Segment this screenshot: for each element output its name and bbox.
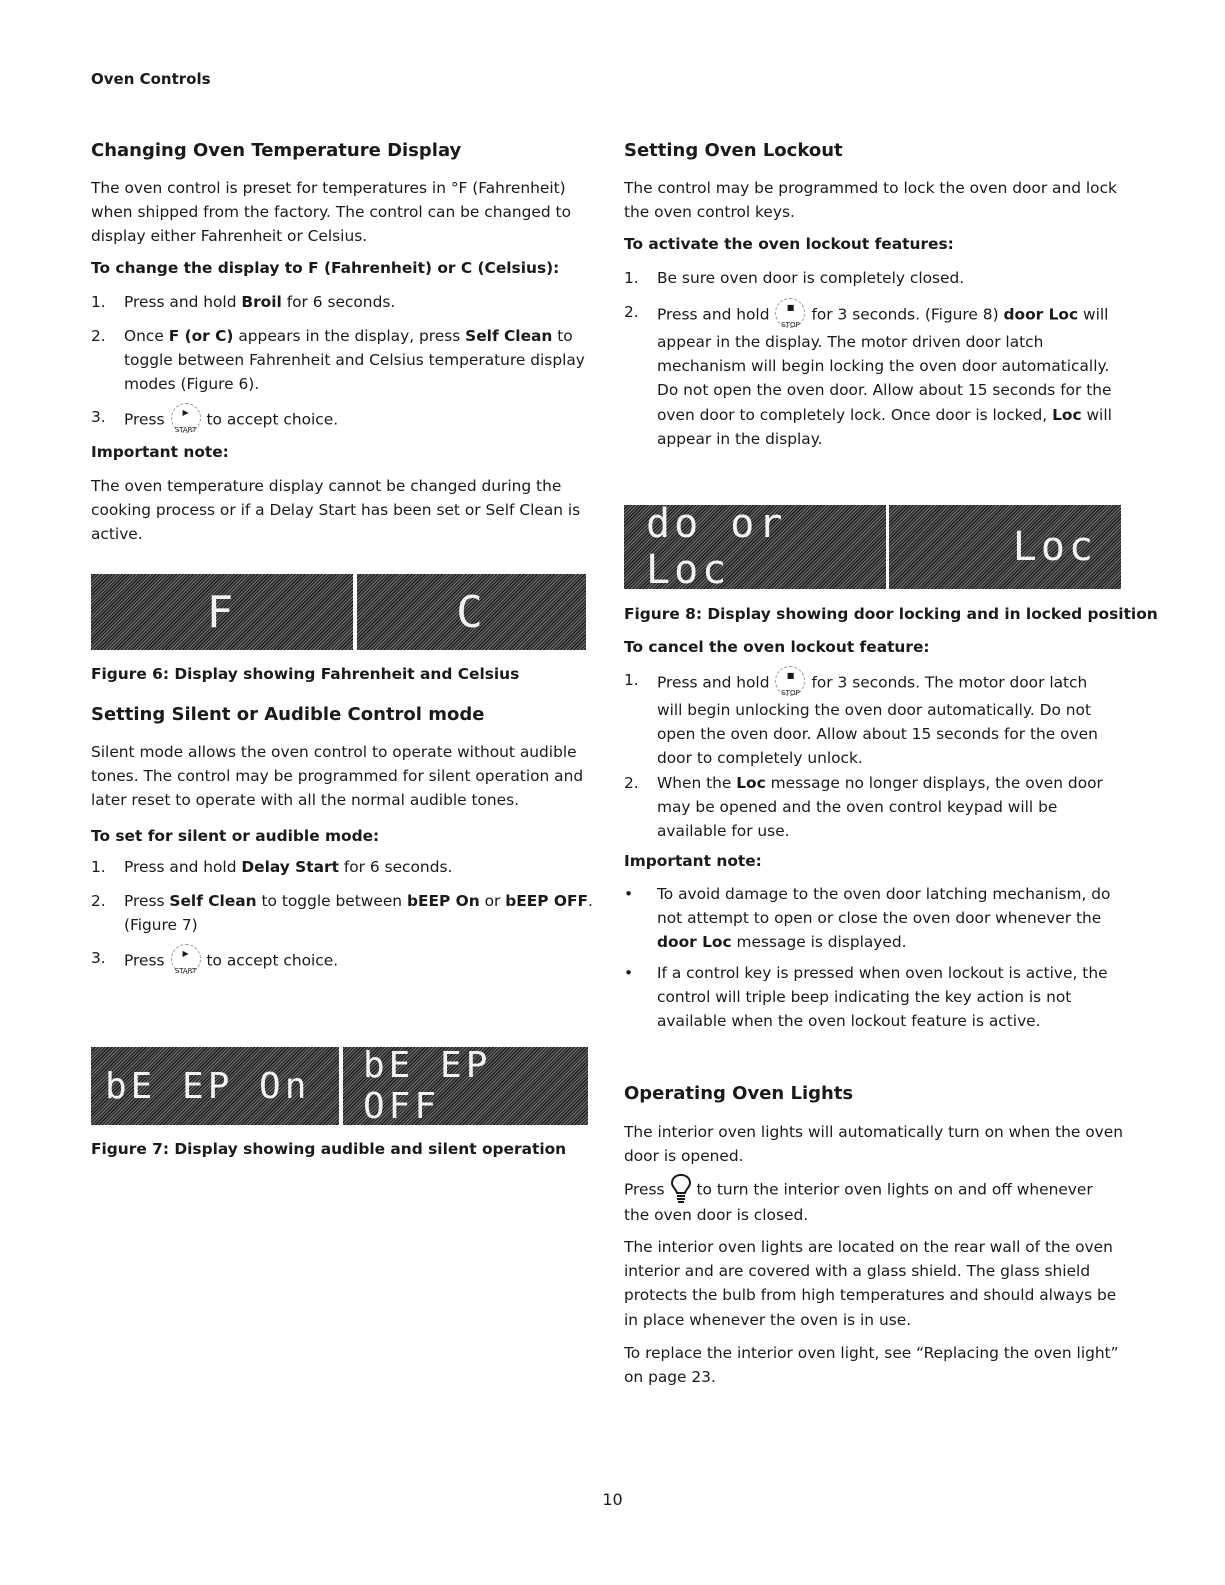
silent-mode-subheading: To set for silent or audible mode: (91, 827, 380, 845)
change-display-subheading: To change the display to F (Fahrenheit) or C (Celsius): (91, 259, 560, 277)
lcd-loc: Loc (889, 505, 1121, 589)
lcd-beep-on: bE EP On (91, 1047, 339, 1125)
oven-lights-paragraph-1: The interior oven lights will automatically turn on when the oven door is opened. (624, 1123, 1123, 1166)
figure-6-caption: Figure 6: Display showing Fahrenheit and Celsius (91, 665, 520, 683)
start-key-icon: ▶ START (171, 944, 201, 974)
section-header: Oven Controls (91, 70, 211, 88)
cancel-lockout-subheading: To cancel the oven lockout feature: (624, 638, 930, 656)
important-note-label: Important note: (91, 443, 229, 461)
silent-mode-title: Setting Silent or Audible Control mode (91, 704, 485, 725)
stop-key-icon: ■ STOP (775, 298, 805, 328)
start-key-icon: ▶ START (171, 403, 201, 433)
oven-lights-title: Operating Oven Lights (624, 1083, 854, 1104)
oven-lockout-paragraph: The control may be programmed to lock the oven door and lock the oven control keys. (624, 179, 1117, 222)
figure-8-caption: Figure 8: Display showing door locking and in locked position (624, 605, 1158, 623)
temp-display-title: Changing Oven Temperature Display (91, 140, 462, 161)
oven-lights-paragraph-3: The interior oven lights are located on the rear wall of the oven interior and are covered with a glass shield. The glass shield protects the bulb from high temperatures and should always be in place whenever the oven is in use. (624, 1238, 1117, 1329)
oven-lockout-title: Setting Oven Lockout (624, 140, 843, 161)
stop-key-icon: ■ STOP (775, 666, 805, 696)
important-note-paragraph: The oven temperature display cannot be changed during the cooking process or if a Delay Start has been set or Self Clean is active. (91, 477, 581, 544)
silent-mode-paragraph: Silent mode allows the oven control to operate without audible tones. The control may be programmed for silent operation and later reset to operate with all the normal audible tones. (91, 743, 584, 810)
temp-display-paragraph: The oven control is preset for temperatures in °F (Fahrenheit) when shipped from the factory. The control can be changed to display either Fahrenheit or Celsius. (91, 179, 572, 246)
oven-lights-paragraph-2: Press to turn the interior oven lights on and off whenever the oven door is closed. (624, 1177, 1093, 1227)
lockout-important-note-label: Important note: (624, 852, 762, 870)
light-bulb-icon (670, 1173, 692, 1199)
lcd-fahrenheit: F (91, 574, 353, 650)
figure-7-caption: Figure 7: Display showing audible and silent operation (91, 1140, 567, 1158)
lcd-beep-off: bE EP OFF (343, 1047, 588, 1125)
lcd-celsius: C (357, 574, 586, 650)
lcd-door-loc: do or Loc (624, 505, 886, 589)
page-number: 10 (602, 1490, 623, 1509)
activate-lockout-subheading: To activate the oven lockout features: (624, 235, 954, 253)
oven-lights-paragraph-4: To replace the interior oven light, see “Replacing the oven light” on page 23. (624, 1344, 1119, 1387)
